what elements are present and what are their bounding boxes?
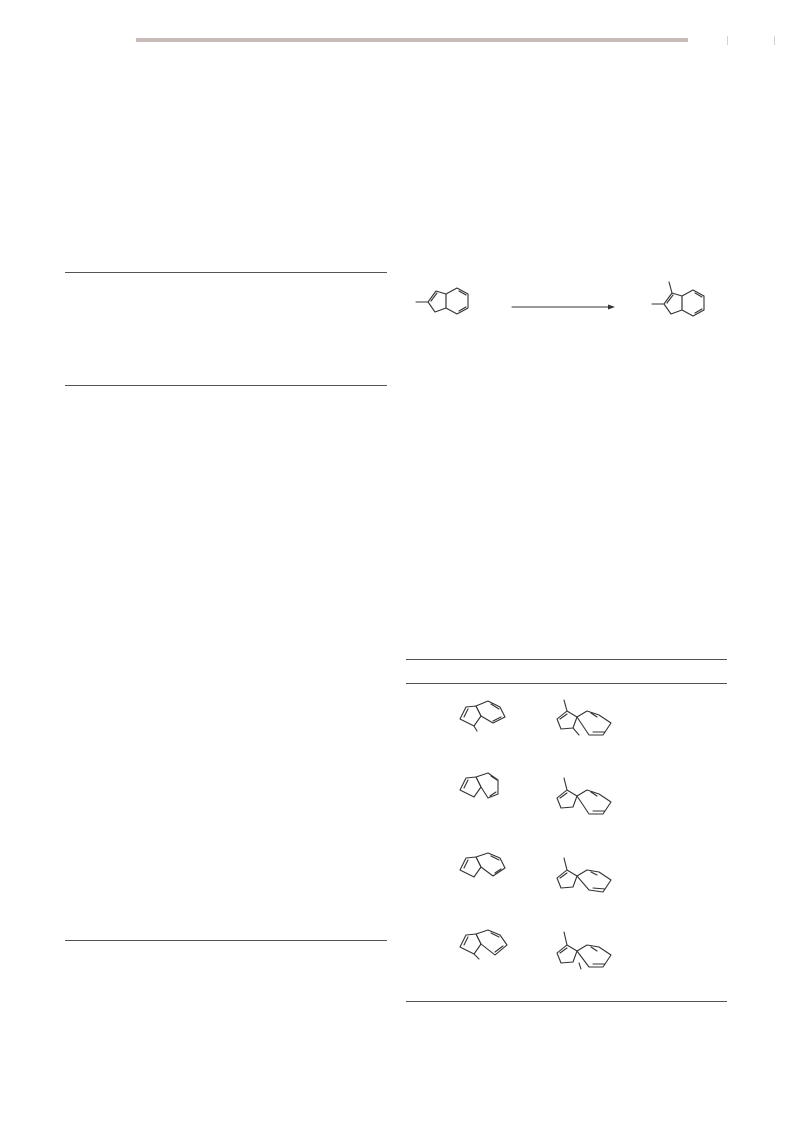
left-box-bottom-rule [65,385,387,386]
reaction-arrow [512,302,616,312]
table-row-3-substrate [455,850,520,892]
table-row-2-product [555,770,620,818]
table-header-rule [406,683,727,684]
scheme-product [648,278,728,334]
scheme-reactant [410,280,490,330]
corner-mark-left [727,36,728,45]
table-row-2-substrate [455,770,520,812]
header-band [136,38,688,42]
table-row-3-product [555,850,620,898]
table-row-1-substrate [455,697,520,739]
corner-mark-right [774,36,775,45]
table-row-1-product [555,697,620,741]
table-row-4-substrate [455,927,520,969]
table-bottom-rule [406,1001,727,1002]
left-box-top-rule [65,272,387,273]
table-top-rule [406,659,727,660]
table-row-4-product [555,927,620,975]
left-column-bottom-rule [65,940,387,941]
